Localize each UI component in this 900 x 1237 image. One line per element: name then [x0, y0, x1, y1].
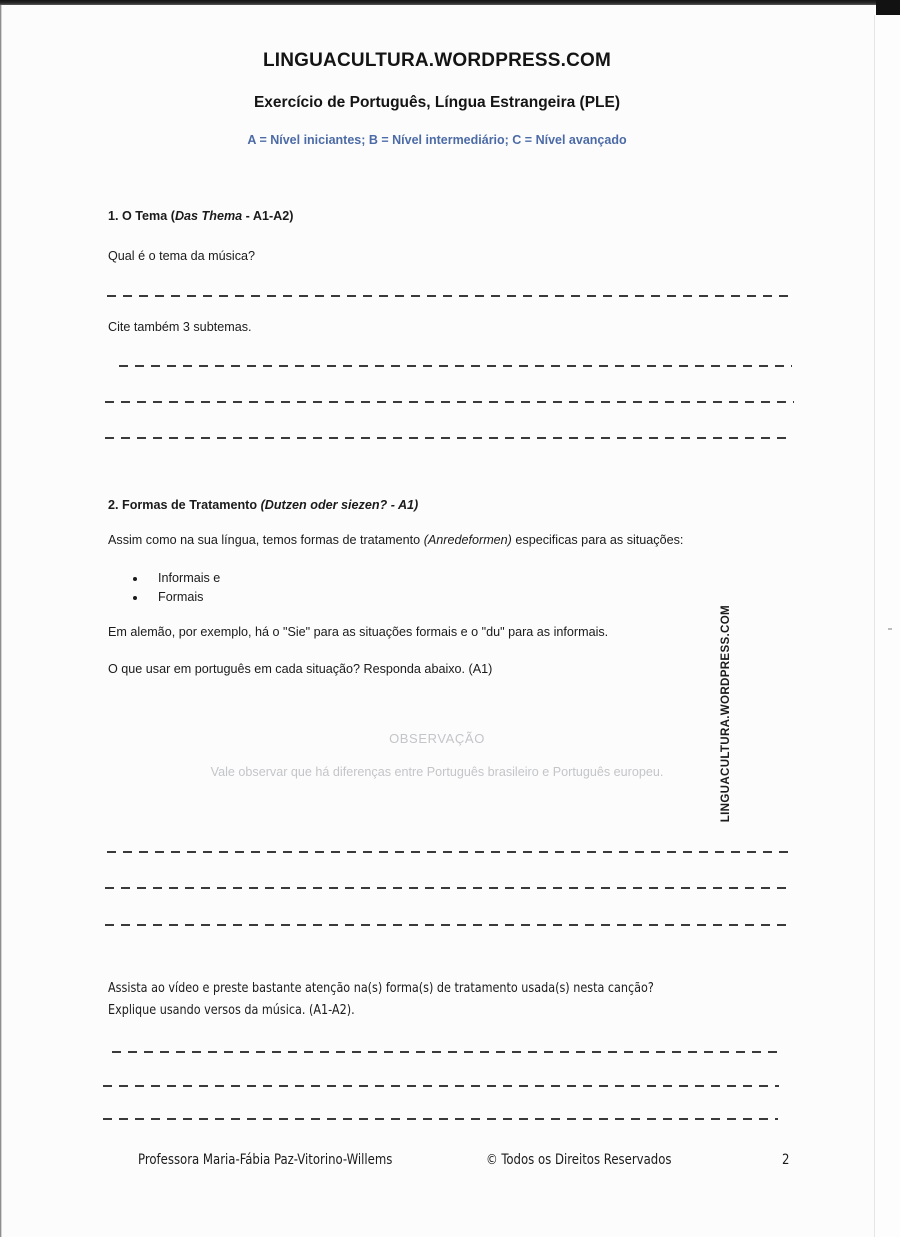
section-2-prompt-line: O que usar em português em cada situação? Responda abaixo. (A1)	[108, 662, 493, 676]
site-title: LINGUACULTURA.WORDPRESS.COM	[262, 50, 612, 71]
bullet-icon	[133, 596, 137, 600]
observation-text: Vale observar que há diferenças entre Português brasileiro e Português europeu.	[210, 765, 664, 779]
exercise-title: Exercício de Português, Língua Estrangeira (PLE)	[253, 94, 621, 111]
footer-page-number: 2	[782, 1152, 790, 1168]
level-key-legend: A = Nível iniciantes; B = Nível intermediário; C = Nível avançado	[247, 133, 627, 147]
scan-edge-left	[0, 5, 2, 1237]
footer-copyright: © Todos os Direitos Reservados	[486, 1152, 672, 1168]
answer-line[interactable]	[105, 924, 792, 926]
list-item	[133, 590, 203, 604]
section-2-example-line: Em alemão, por exemplo, há o "Sie" para as situações formais e o "du" para as informais.	[108, 625, 609, 639]
answer-line[interactable]	[105, 887, 793, 889]
section-1-heading-tail: - A1-A2)	[242, 209, 294, 223]
list-item	[133, 571, 220, 585]
section-1-heading-number: 1. O Tema (	[108, 209, 175, 223]
answer-line[interactable]	[105, 437, 793, 439]
section-2-final-prompt-line-1: Assista ao vídeo e preste bastante atenção na(s) forma(s) de tratamento usada(s) nesta canção?	[108, 981, 654, 996]
scan-speck	[888, 628, 892, 630]
section-2-intro-italic: (Anredeformen)	[423, 533, 512, 547]
footer-author: Professora Maria-Fábia Paz-Vitorino-Willems	[138, 1152, 393, 1168]
section-2-intro-part1: Assim como na sua língua, temos formas de tratamento	[108, 533, 424, 547]
answer-line[interactable]	[107, 295, 792, 297]
bullet-label: Informais e	[158, 571, 221, 585]
answer-line[interactable]	[103, 1118, 778, 1120]
section-1-heading	[108, 208, 293, 225]
scan-edge-corner	[876, 0, 900, 15]
section-2-intro	[108, 532, 683, 549]
section-2-final-prompt-line-2: Explique usando versos da música. (A1-A2).	[108, 1003, 355, 1018]
scan-margin-right	[875, 15, 900, 1237]
section-2-heading	[108, 497, 418, 514]
bullet-icon	[133, 577, 137, 581]
section-2-heading-number: 2. Formas de Tratamento	[108, 498, 261, 512]
section-2-heading-italic: (Dutzen oder siezen? - A1)	[260, 498, 419, 512]
document-header	[0, 50, 874, 147]
answer-line[interactable]	[119, 365, 792, 367]
section-1-heading-italic: Das Thema	[174, 209, 243, 223]
section-2-intro-part2: especificas para as situações:	[511, 533, 684, 547]
scan-edge-top	[0, 0, 876, 5]
answer-line[interactable]	[105, 401, 794, 403]
answer-line[interactable]	[103, 1085, 779, 1087]
bullet-label: Formais	[158, 590, 204, 604]
answer-line[interactable]	[112, 1051, 780, 1053]
answer-line[interactable]	[107, 851, 793, 853]
section-1-question-1: Qual é o tema da música?	[108, 249, 256, 263]
side-watermark: LINGUACULTURA.WORDPRESS.COM	[719, 605, 732, 823]
section-1-question-2: Cite também 3 subtemas.	[108, 320, 252, 334]
observation-title: OBSERVAÇÃO	[389, 731, 485, 746]
